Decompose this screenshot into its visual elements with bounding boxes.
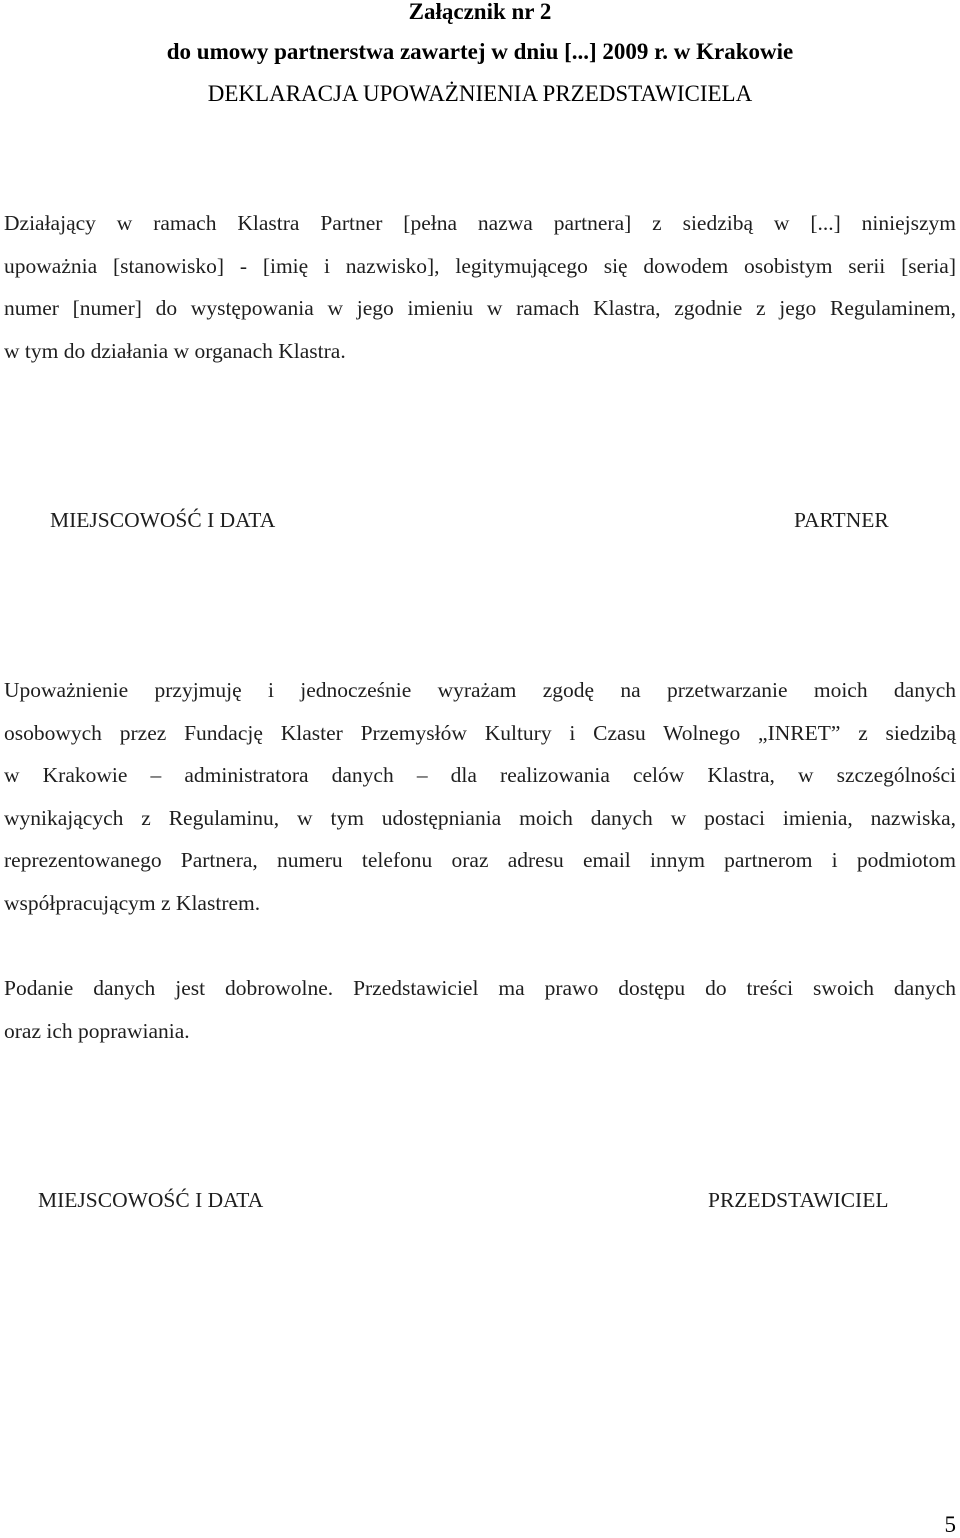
declaration-title: DEKLARACJA UPOWAŻNIENIA PRZEDSTAWICIELA <box>207 81 753 106</box>
declaration-line: upoważnia [stanowisko] - [imię i nazwisko], legitymującego się dowodem osobistym serii [seria] <box>4 253 956 278</box>
agreement-line: do umowy partnerstwa zawartej w dniu [...] 2009 r. w Krakowie <box>166 39 794 64</box>
consent-line: Upoważnienie przyjmuję i jednocześnie wyrażam zgodę na przetwarzanie moich danych <box>4 678 956 702</box>
voluntary-paragraph <box>4 967 956 1052</box>
consent-line: współpracującym z Klastrem. <box>4 890 261 915</box>
declaration-paragraph <box>4 202 956 372</box>
attachment-title: Załącznik nr 2 <box>408 0 552 24</box>
consent-line: w Krakowie – administratora danych – dla realizowania celów Klastra, w szczególności <box>4 763 956 787</box>
place-date-label: MIEJSCOWOŚĆ I DATA <box>38 1188 264 1212</box>
representative-signature-label: PRZEDSTAWICIEL <box>708 1188 889 1212</box>
consent-line: osobowych przez Fundację Klaster Przemysłów Kultury i Czasu Wolnego „INRET” z siedzibą <box>4 720 956 745</box>
place-date-label: MIEJSCOWOŚĆ I DATA <box>50 508 276 532</box>
declaration-line: w tym do działania w organach Klastra. <box>4 338 346 363</box>
voluntary-line: Podanie danych jest dobrowolne. Przedstawiciel ma prawo dostępu do treści swoich danych <box>4 976 956 1000</box>
declaration-line: numer [numer] do występowania w jego imieniu w ramach Klastra, zgodnie z jego Regulaminem, <box>4 296 956 320</box>
voluntary-line: oraz ich poprawiania. <box>4 1018 190 1043</box>
page-number: 5 <box>944 1512 956 1537</box>
declaration-line: Działający w ramach Klastra Partner [pełna nazwa partnera] z siedzibą w [...] niniejszym <box>4 211 956 235</box>
partner-signature-label: PARTNER <box>794 508 889 532</box>
consent-line: wynikających z Regulaminu, w tym udostępniania moich danych w postaci imienia, nazwiska, <box>4 805 956 830</box>
consent-line: reprezentowanego Partnera, numeru telefonu oraz adresu email innym partnerom i podmiotom <box>4 848 956 872</box>
consent-paragraph <box>4 669 956 924</box>
